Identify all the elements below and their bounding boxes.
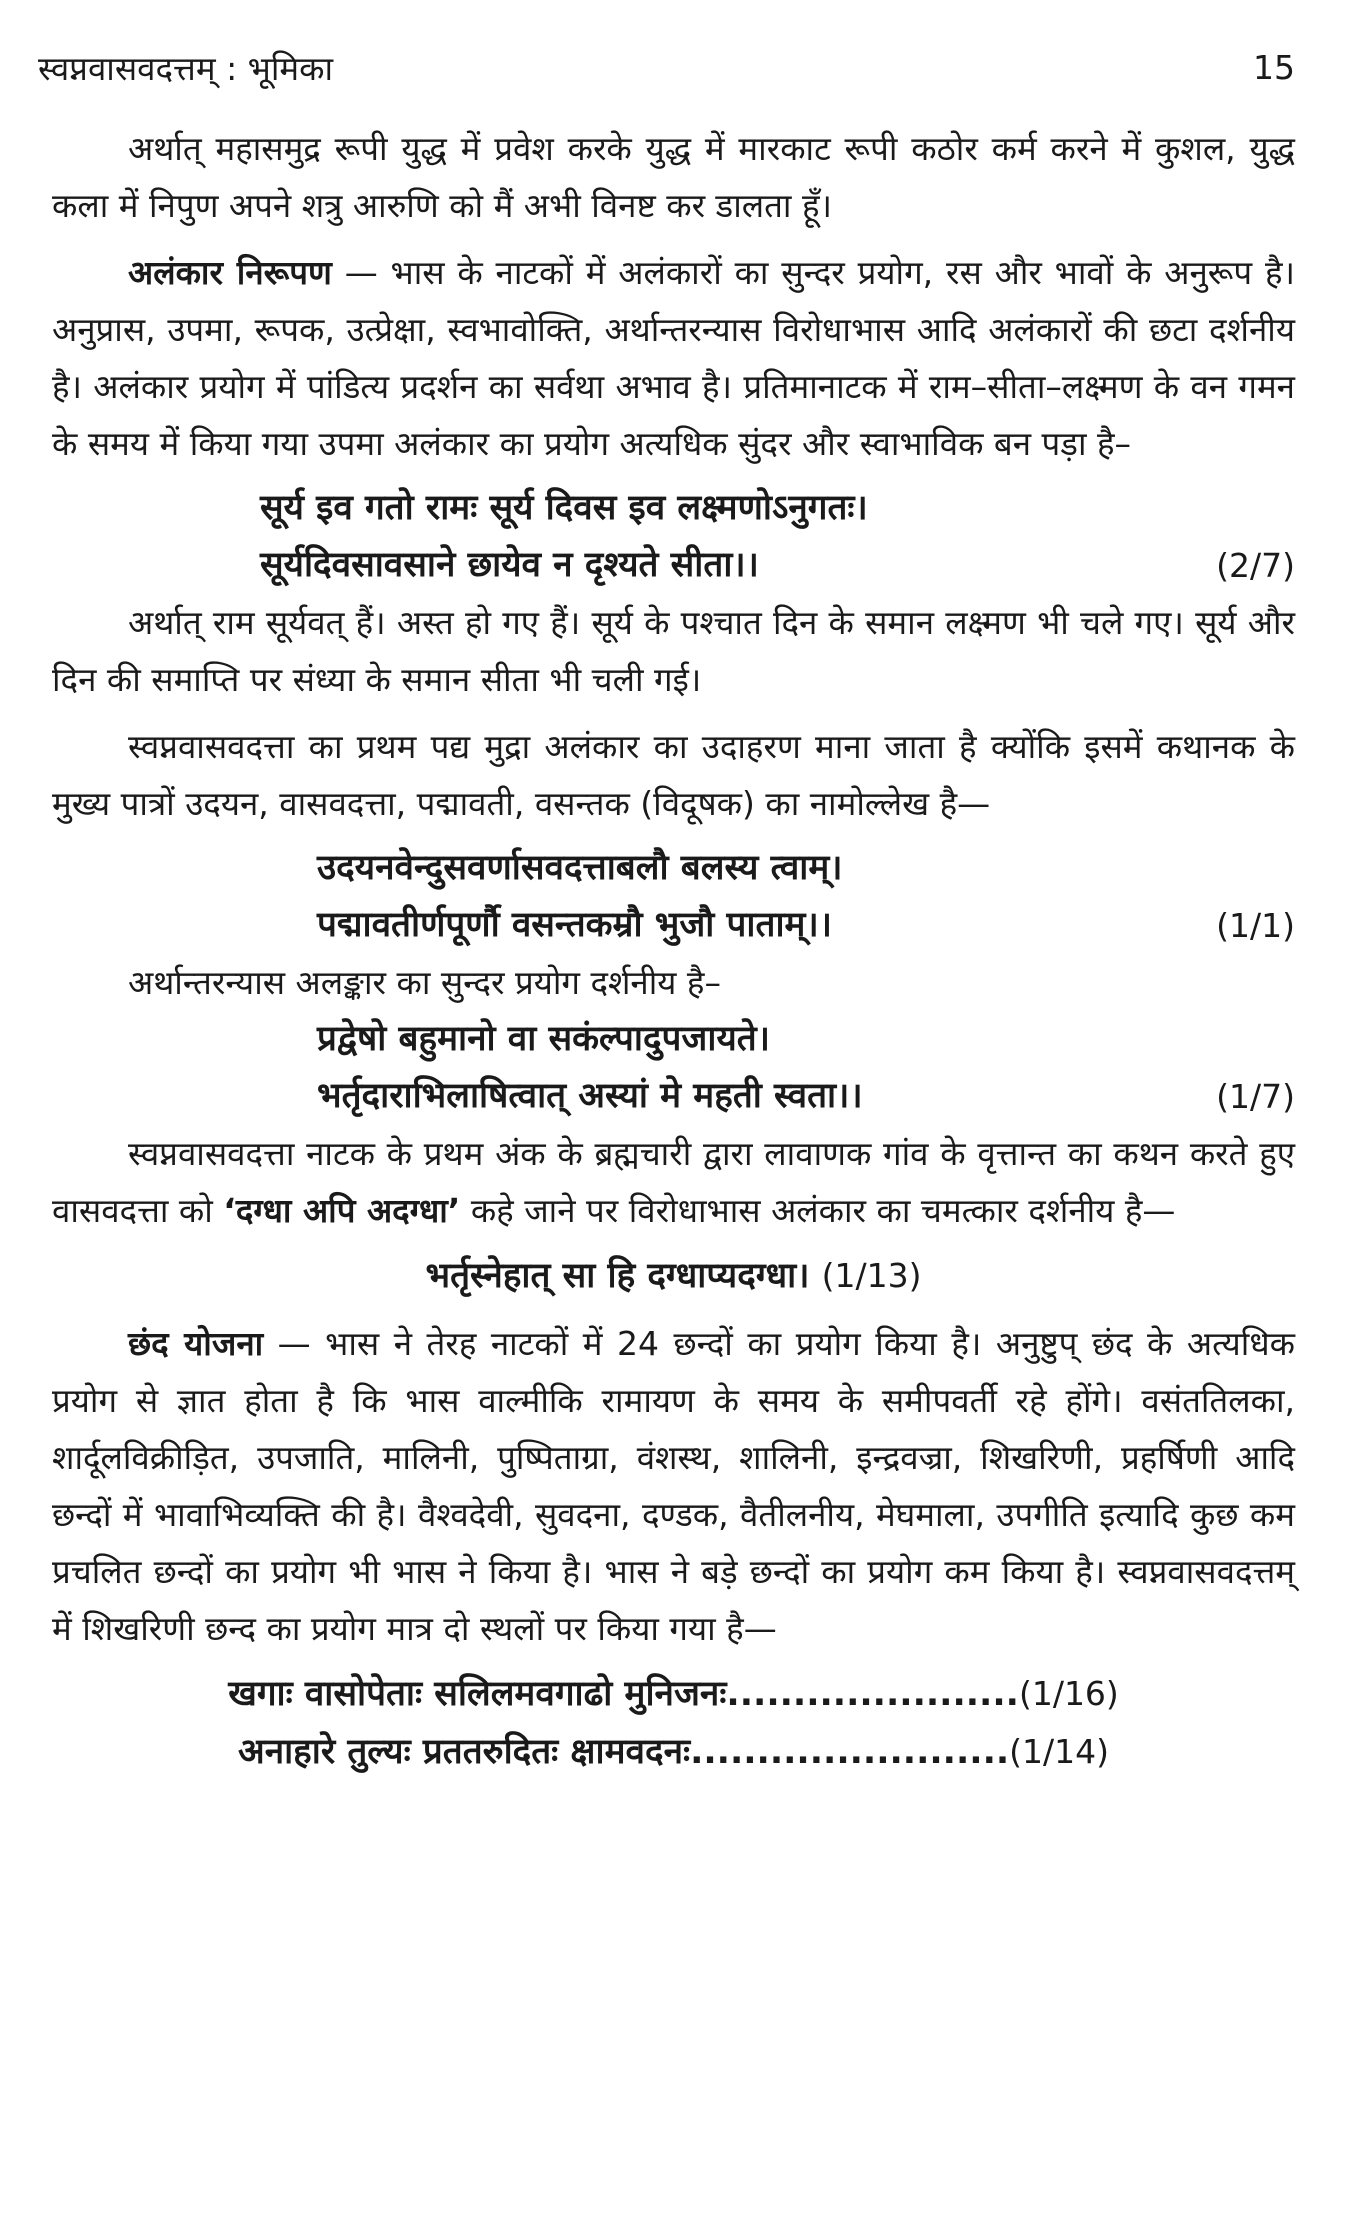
verse-reference: (2/7) — [1216, 546, 1295, 585]
verse-line: सूर्य इव गतो रामः सूर्य दिवस इव लक्ष्मणोऽनुगतः। — [260, 488, 868, 528]
verse-line: प्रद्वेषो बहुमानो वा सकंल्पादुपजायते। — [317, 1019, 770, 1059]
heading-alankar-nirupan: अलंकार निरूपण — [128, 253, 332, 292]
verse-line-with-ref — [52, 897, 1295, 954]
paragraph-alankar — [52, 244, 1295, 472]
verse-reference: (1/7) — [1216, 1077, 1295, 1116]
page-body — [52, 120, 1295, 1781]
verse-line-text: खगाः वासोपेताः सलिलमवगाढो मुनिजनः...................... — [228, 1674, 1019, 1714]
heading-chhand-yojana: छंद योजना — [128, 1324, 264, 1363]
chhand-text: — भास ने तेरह नाटकों में 24 छन्दों का प्रयोग किया है। अनुष्टुप् छंद के अत्यधिक प्रयोग से ज्ञात होता है कि भास वाल्मीकि रामायण के समय के समीपवर्ती रहे होंगे। वसंततिलका, शार्दूलविक्रीड़ित, उपजाति, मालिनी, पुष्पिताग्रा, वंशस्थ, शालिनी, इन्द्रवज्रा, शिखरिणी, प्रहर्षिणी आदि छन्दों में भावाभिव्यक्ति की है। वैश्वदेवी, सुवदना, दण्डक, वैतीलनीय, मेघमाला, उपगीति इत्यादि कुछ कम प्रचलित छन्दों का प्रयोग भी भास ने किया है। भास ने बड़े छन्दों का प्रयोग कम किया है। स्वप्नवासवदत्तम् में शिखरिणी छन्द का प्रयोग मात्र दो स्थलों पर किया गया है— — [52, 1324, 1295, 1648]
page-number: 15 — [1253, 47, 1295, 87]
virodhabhas-text-a: स्वप्नवासवदत्ता नाटक के प्रथम अंक के ब्रह्मचारी द्वारा लावाणक गांव के वृत्तान्त का कथन करते हुए वासवदत्ता को — [52, 1134, 1295, 1230]
verse-line-text: पद्मावतीर्णपूर्णौ वसन्तकम्रौ भुजौ पाताम्।। — [317, 905, 832, 945]
verse-line-text: अनाहारे तुल्यः प्रततरुदितः क्षामवदनः........................ — [237, 1732, 1010, 1772]
verse-line-text: भर्तृस्नेहात् सा हि दग्धाप्यदग्धा। — [425, 1256, 810, 1296]
verse-line-text: सूर्यदिवसावसाने छायेव न दृश्यते सीता।। — [260, 545, 759, 585]
page-header — [38, 40, 1295, 94]
verse-reference: (1/16) — [1018, 1674, 1119, 1713]
paragraph-chhand — [52, 1315, 1295, 1657]
verse-line-with-ref — [52, 537, 1295, 594]
verse-reference: (1/1) — [1216, 906, 1295, 945]
paragraph-arthantaranyas: अर्थान्तरन्यास अलङ्कार का सुन्दर प्रयोग दर्शनीय है– — [128, 963, 721, 1002]
verse-line-centered — [52, 1665, 1295, 1723]
verse-reference: (1/13) — [821, 1256, 922, 1295]
verse-line-centered — [52, 1247, 1295, 1305]
running-title: स्वप्नवासवदत्तम् : भूमिका — [38, 48, 334, 88]
paragraph-virodhabhas — [52, 1125, 1295, 1239]
verse-reference: (1/14) — [1009, 1732, 1110, 1771]
paragraph-arthat-2: अर्थात् राम सूर्यवत् हैं। अस्त हो गए हैं। सूर्य के पश्चात दिन के समान लक्ष्मण भी चले गए। सूर्य और दिन की समाप्ति पर संध्या के समान सीता भी चली गई। — [52, 603, 1295, 699]
paragraph-arthat-1: अर्थात् महासमुद्र रूपी युद्ध में प्रवेश करके युद्ध में मारकाट रूपी कठोर कर्म करने में कुशल, युद्ध कला में निपुण अपने शत्रु आरुणि को मैं अभी विनष्ट कर डालता हूँ। — [52, 129, 1295, 225]
alankar-text: — भास के नाटकों में अलंकारों का सुन्दर प्रयोग, रस और भावों के अनुरूप है। अनुप्रास, उपमा, रूपक, उत्प्रेक्षा, स्वभावोक्ति, अर्थान्तरन्यास विरोधाभास आदि अलंकारों की छटा दर्शनीय है। अलंकार प्रयोग में पांडित्य प्रदर्शन का सर्वथा अभाव है। प्रतिमानाटक में राम–सीता–लक्ष्मण के वन गमन के समय में किया गया उपमा अलंकार का प्रयोग अत्यधिक सुंदर और स्वाभाविक बन पड़ा है– — [52, 253, 1295, 463]
verse-line: उदयनवेन्दुसवर्णासवदत्ताबलौ बलस्य त्वाम्। — [317, 848, 843, 888]
verse-line-centered — [52, 1723, 1295, 1781]
virodhabhas-text-b: कहे जाने पर विरोधाभास अलंकार का चमत्कार दर्शनीय है— — [460, 1191, 1176, 1230]
paragraph-mudra: स्वप्नवासवदत्ता का प्रथम पद्य मुद्रा अलंकार का उदाहरण माना जाता है क्योंकि इसमें कथानक के मुख्य पात्रों उदयन, वासवदत्ता, पद्मावती, वसन्तक (विदूषक) का नामोल्लेख है— — [52, 727, 1295, 823]
verse-line-text: भर्तृदाराभिलाषित्वात् अस्यां मे महती स्वता।। — [317, 1076, 863, 1116]
verse-line-with-ref — [52, 1068, 1295, 1125]
quoted-phrase: ‘दग्धा अपि अदग्धा’ — [223, 1191, 461, 1230]
